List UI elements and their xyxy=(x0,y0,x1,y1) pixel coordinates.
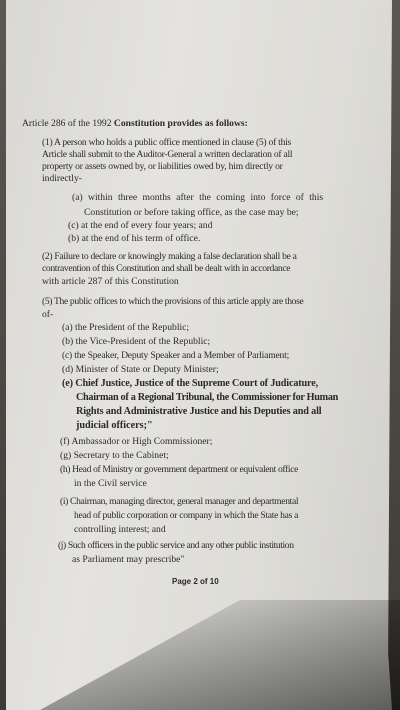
office-item: (e) Chief Justice, Justice of the Supreme Court of Judicature, xyxy=(62,378,319,389)
office-item: in the Civil service xyxy=(74,478,147,489)
office-item: as Parliament may prescribe" xyxy=(72,554,185,565)
clause-1-line: (1) A person who holds a public office mentioned in clause (5) of this xyxy=(42,137,292,148)
clause-2-line: with article 287 of this Constitution xyxy=(42,276,179,287)
office-item: (h) Head of Ministry or government department or equivalent office xyxy=(60,464,299,475)
clause-1-item: (a) within three months after the coming into force of this xyxy=(72,192,324,203)
office-item: Rights and Administrative Justice and his Deputies and all xyxy=(76,406,322,417)
clause-1-item: (c) at the end of every four years; and xyxy=(68,220,213,231)
clause-1-item: (b) at the end of his term of office. xyxy=(68,233,201,244)
clause-5-line: (5) The public offices to which the provisions of this article apply are those xyxy=(42,296,304,307)
clause-2-line: contravention of this Constitution and shall be dealt with in accordance xyxy=(42,263,291,274)
office-item: (d) Minister of State or Deputy Minister; xyxy=(62,364,219,375)
office-item: (c) the Speaker, Deputy Speaker and a Member of Parliament; xyxy=(62,350,290,361)
office-item: (b) the Vice-President of the Republic; xyxy=(62,336,211,347)
clause-5-line: of- xyxy=(42,309,54,320)
office-item: controlling interest; and xyxy=(74,524,166,535)
office-item: head of public corporation or company in which the State has a xyxy=(74,510,299,521)
office-item: (i) Chairman, managing director, general manager and departmental xyxy=(60,496,299,507)
office-item: (j) Such officers in the public service and any other public institution xyxy=(58,540,294,551)
clause-1-item: Constitution or before taking office, as the case may be; xyxy=(84,207,299,218)
clause-2-line: (2) Failure to declare or knowingly making a false declaration shall be a xyxy=(42,251,297,262)
article-heading: Article 286 of the 1992 Constitution provides as follows: xyxy=(22,118,248,129)
office-item: (g) Secretary to the Cabinet; xyxy=(60,450,169,461)
office-item: (a) the President of the Republic; xyxy=(62,322,190,333)
office-item: judicial officers;" xyxy=(76,420,153,431)
clause-1-line: indirectly- xyxy=(42,173,82,184)
office-item: Chairman of a Regional Tribunal, the Commissioner for Human xyxy=(76,392,339,403)
clause-1-line: Article shall submit to the Auditor-General a written declaration of all xyxy=(42,149,293,160)
office-item: (f) Ambassador or High Commissioner; xyxy=(60,436,213,447)
page-number: Page 2 of 10 xyxy=(172,577,219,586)
clause-1-line: property or assets owned by, or liabilities owed by, him directly or xyxy=(42,161,283,172)
